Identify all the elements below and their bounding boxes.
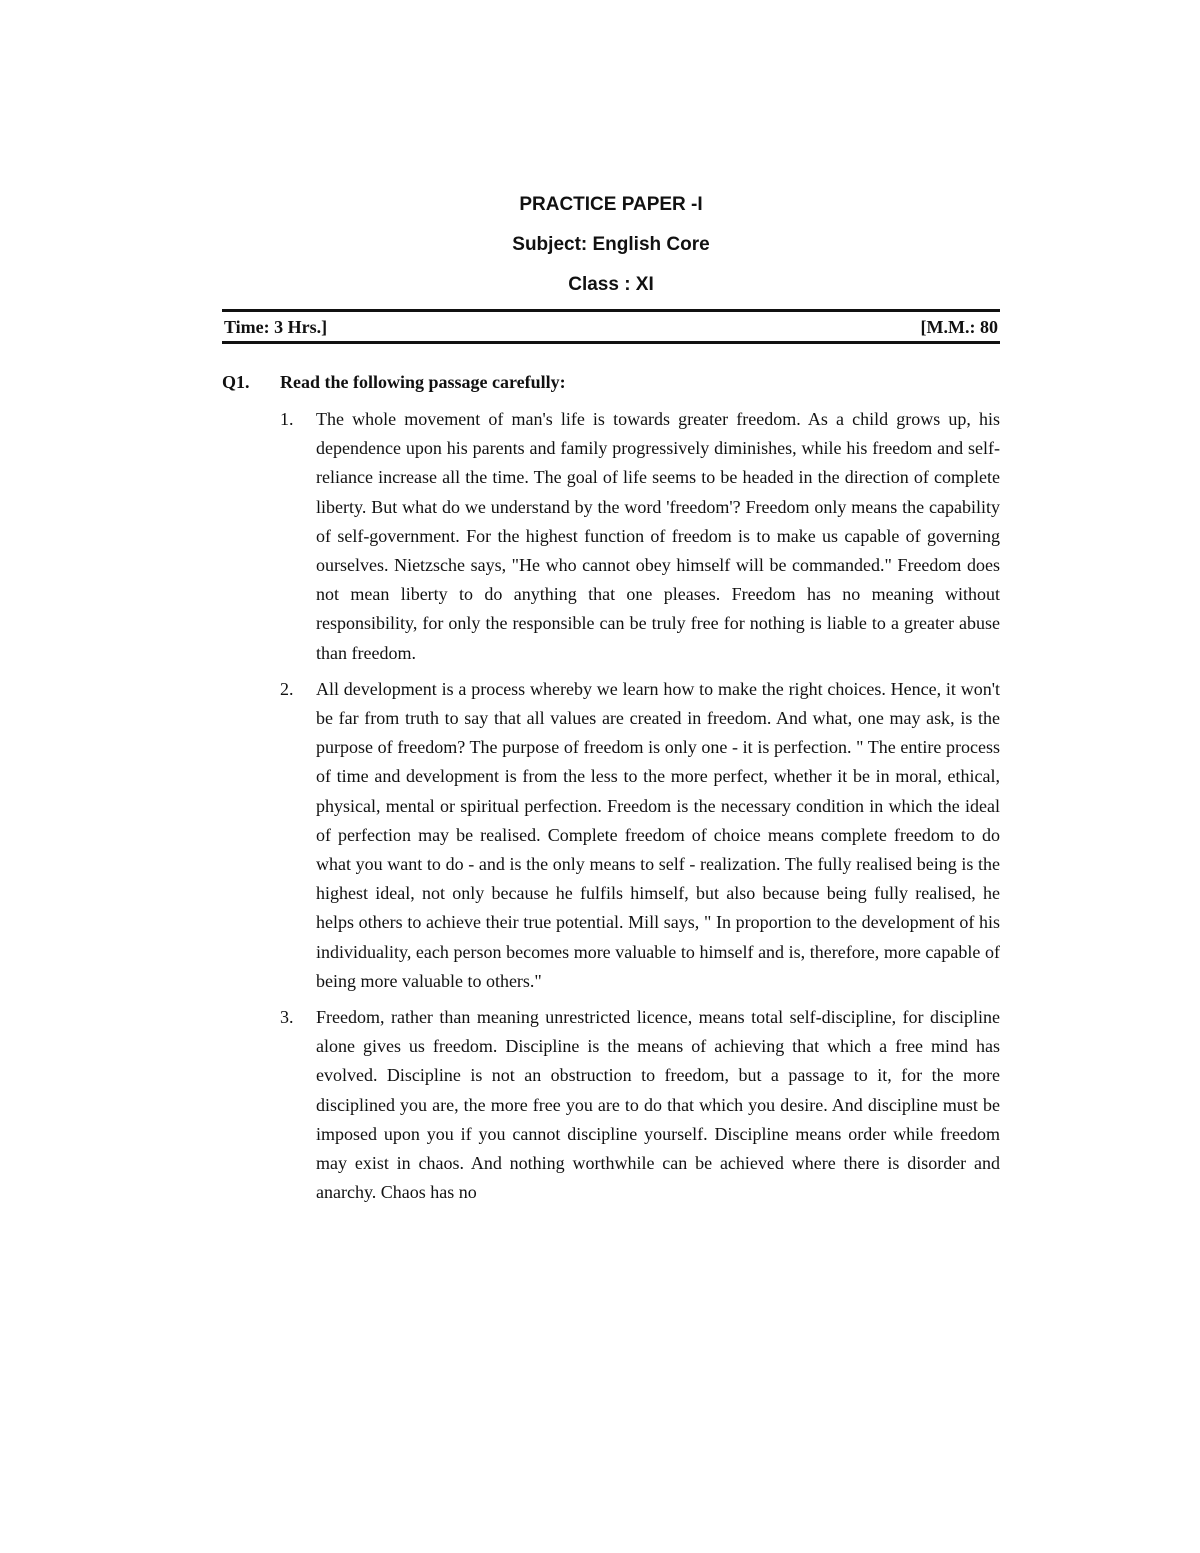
paragraph-text: Freedom, rather than meaning unrestricted licence, means total self-discipline, for discipline alone gives us freedom. Discipline is the means of achieving that which a free mind has evolved. Discipline is not an obstruction to freedom, but a passage to it, for the more disciplined you are, the more free you are to do that which you desire. And discipline must be imposed upon you if you cannot discipline yourself. Discipline means order while freedom may exist in chaos. And nothing worthwhile can be achieved where there is disorder and anarchy. Chaos has no (316, 1007, 1000, 1203)
max-marks-label: [M.M.: 80 (920, 317, 998, 337)
paragraph-number: 2. (280, 678, 294, 699)
passage-paragraph (222, 1003, 1000, 1207)
passage-paragraph (222, 675, 1000, 996)
reading-passage (222, 405, 1000, 1207)
time-marks-row (222, 312, 1000, 341)
question-instruction: Read the following passage carefully: (280, 372, 566, 392)
subject-line: Subject: English Core (512, 234, 710, 255)
question-number: Q1. (222, 372, 250, 392)
header-bottom-rule (222, 341, 1000, 344)
practice-paper-page (222, 190, 1000, 1214)
paragraph-number: 1. (280, 409, 294, 429)
question-heading (222, 371, 1000, 393)
paragraph-number: 3. (280, 1007, 294, 1028)
paragraph-text: The whole movement of man's life is towards greater freedom. As a child grows up, his dependence upon his parents and family progressively diminishes, while his freedom and self-reliance increase all the time. The goal of life seems to be headed in the direction of complete liberty. But what do we understand by the word 'freedom'? Freedom only means the capability of self-government. For the highest function of freedom is to make us capable of governing ourselves. Nietzsche says, "He who cannot obey himself will be commanded." Freedom does not mean liberty to do anything that one pleases. Freedom has no meaning without responsibility, for only the responsible can be truly free for nothing is liable to a greater abuse than freedom. (316, 409, 1000, 663)
time-label: Time: 3 Hrs.] (224, 317, 328, 337)
paper-title: PRACTICE PAPER -I (519, 194, 703, 215)
class-line: Class : XI (568, 274, 654, 295)
paragraph-text: All development is a process whereby we learn how to make the right choices. Hence, it won't be far from truth to say that all values are created in freedom. And what, one may ask, is the purpose of freedom? The purpose of freedom is only one - it is perfection. " The entire process of time and development is from the less to the more perfect, whether it be in moral, ethical, physical, mental or spiritual perfection. Freedom is the necessary condition in which the ideal of perfection may be realised. Complete freedom of choice means complete freedom to do what you want to do - and is the only means to self - realization. The fully realised being is the highest ideal, not only because he fulfils himself, but also because being fully realised, he helps others to achieve their true potential. Mill says, " In proportion to the development of his individuality, each person becomes more valuable to himself and is, therefore, more capable of being more valuable to others." (316, 678, 1000, 991)
passage-paragraph (222, 405, 1000, 668)
